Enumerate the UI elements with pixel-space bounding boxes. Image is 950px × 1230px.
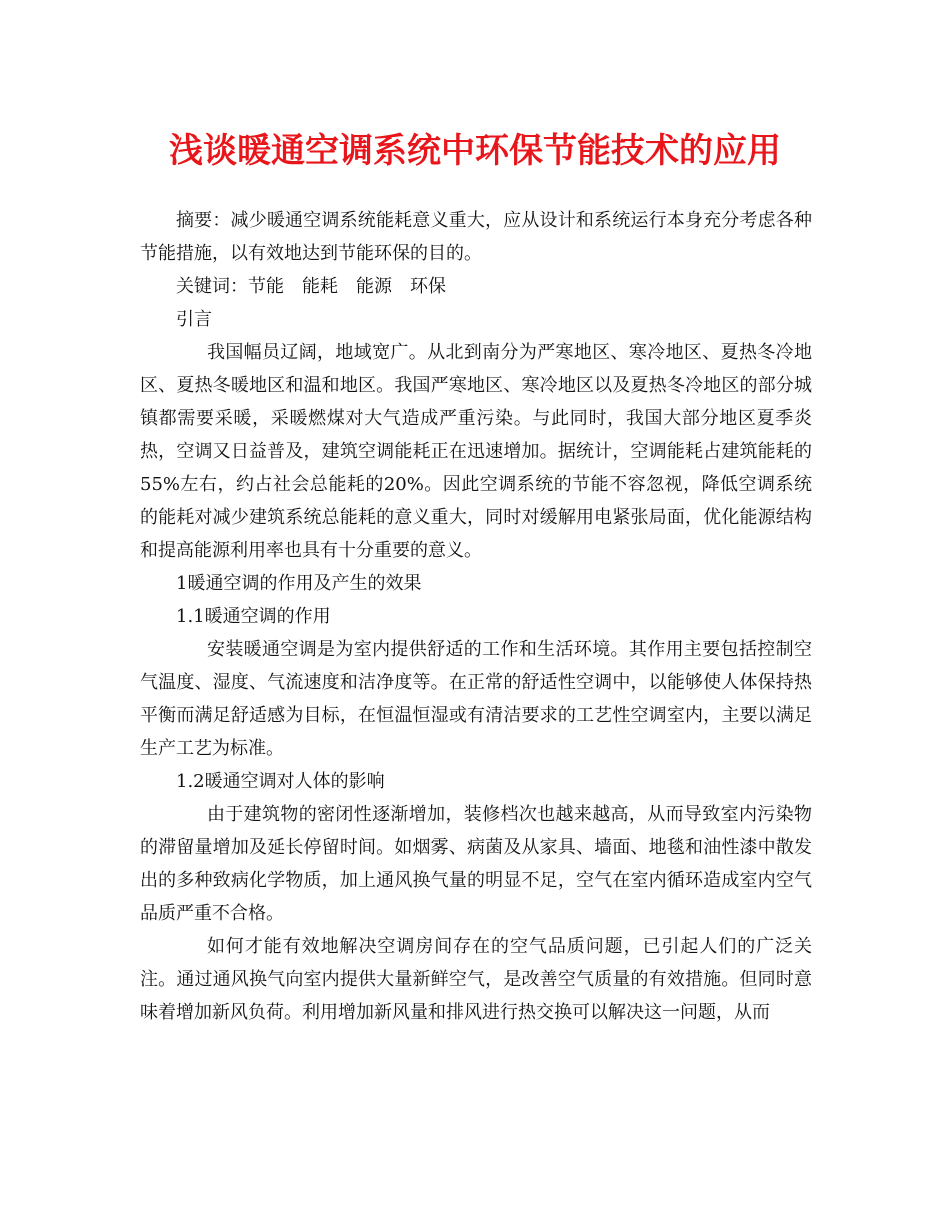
section-1-1-heading: 1.1暖通空调的作用	[176, 606, 331, 627]
keyword: 节能	[248, 276, 284, 297]
document-body	[140, 204, 812, 1029]
intro-paragraph: 我国幅员辽阔，地域宽广。从北到南分为严寒地区、寒冷地区、夏热冬冷地区、夏热冬暖地区和温和地区。我国严寒地区、寒冷地区以及夏热冬冷地区的部分城镇都需要采暖，采暖燃煤对大气造成严重污染。与此同时，我国大部分地区夏季炎热，空调又日益普及，建筑空调能耗正在迅速增加。据统计，空调能耗占建筑能耗的55%左右，约占社会总能耗的20%。因此空调系统的节能不容忽视，降低空调系统的能耗对减少建筑系统总能耗的意义重大，同时对缓解用电紧张局面，优化能源结构和提高能源利用率也具有十分重要的意义。	[140, 342, 812, 561]
keywords-line	[140, 270, 812, 303]
keyword: 能耗	[302, 276, 338, 297]
document-title: 浅谈暖通空调系统中环保节能技术的应用	[169, 131, 781, 171]
keyword: 能源	[356, 276, 392, 297]
keyword: 环保	[410, 276, 446, 297]
intro-heading: 引言	[176, 309, 212, 330]
section-1-heading: 1暖通空调的作用及产生的效果	[176, 573, 422, 594]
section-1-2-heading: 1.2暖通空调对人体的影响	[176, 771, 385, 792]
section-1-2-paragraph: 如何才能有效地解决空调房间存在的空气品质问题，已引起人们的广泛关注。通过通风换气向室内提供大量新鲜空气，是改善空气质量的有效措施。但同时意味着增加新风负荷。利用增加新风量和排风进行热交换可以解决这一问题，从而	[140, 936, 812, 1023]
section-1-2-paragraph: 由于建筑物的密闭性逐渐增加，装修档次也越来越高，从而导致室内污染物的滞留量增加及延长停留时间。如烟雾、病菌及从家具、墙面、地毯和油性漆中散发出的多种致病化学物质，加上通风换气量的明显不足，空气在室内循环造成室内空气品质严重不合格。	[140, 804, 812, 924]
abstract-paragraph: 摘要：减少暖通空调系统能耗意义重大，应从设计和系统运行本身充分考虑各种节能措施，以有效地达到节能环保的目的。	[140, 210, 812, 264]
section-1-1-paragraph: 安装暖通空调是为室内提供舒适的工作和生活环境。其作用主要包括控制空气温度、湿度、气流速度和洁净度等。在正常的舒适性空调中，以能够使人体保持热平衡而满足舒适感为目标，在恒温恒湿或有清洁要求的工艺性空调室内，主要以满足生产工艺为标准。	[140, 639, 812, 759]
keywords-label: 关键词：	[176, 276, 248, 297]
